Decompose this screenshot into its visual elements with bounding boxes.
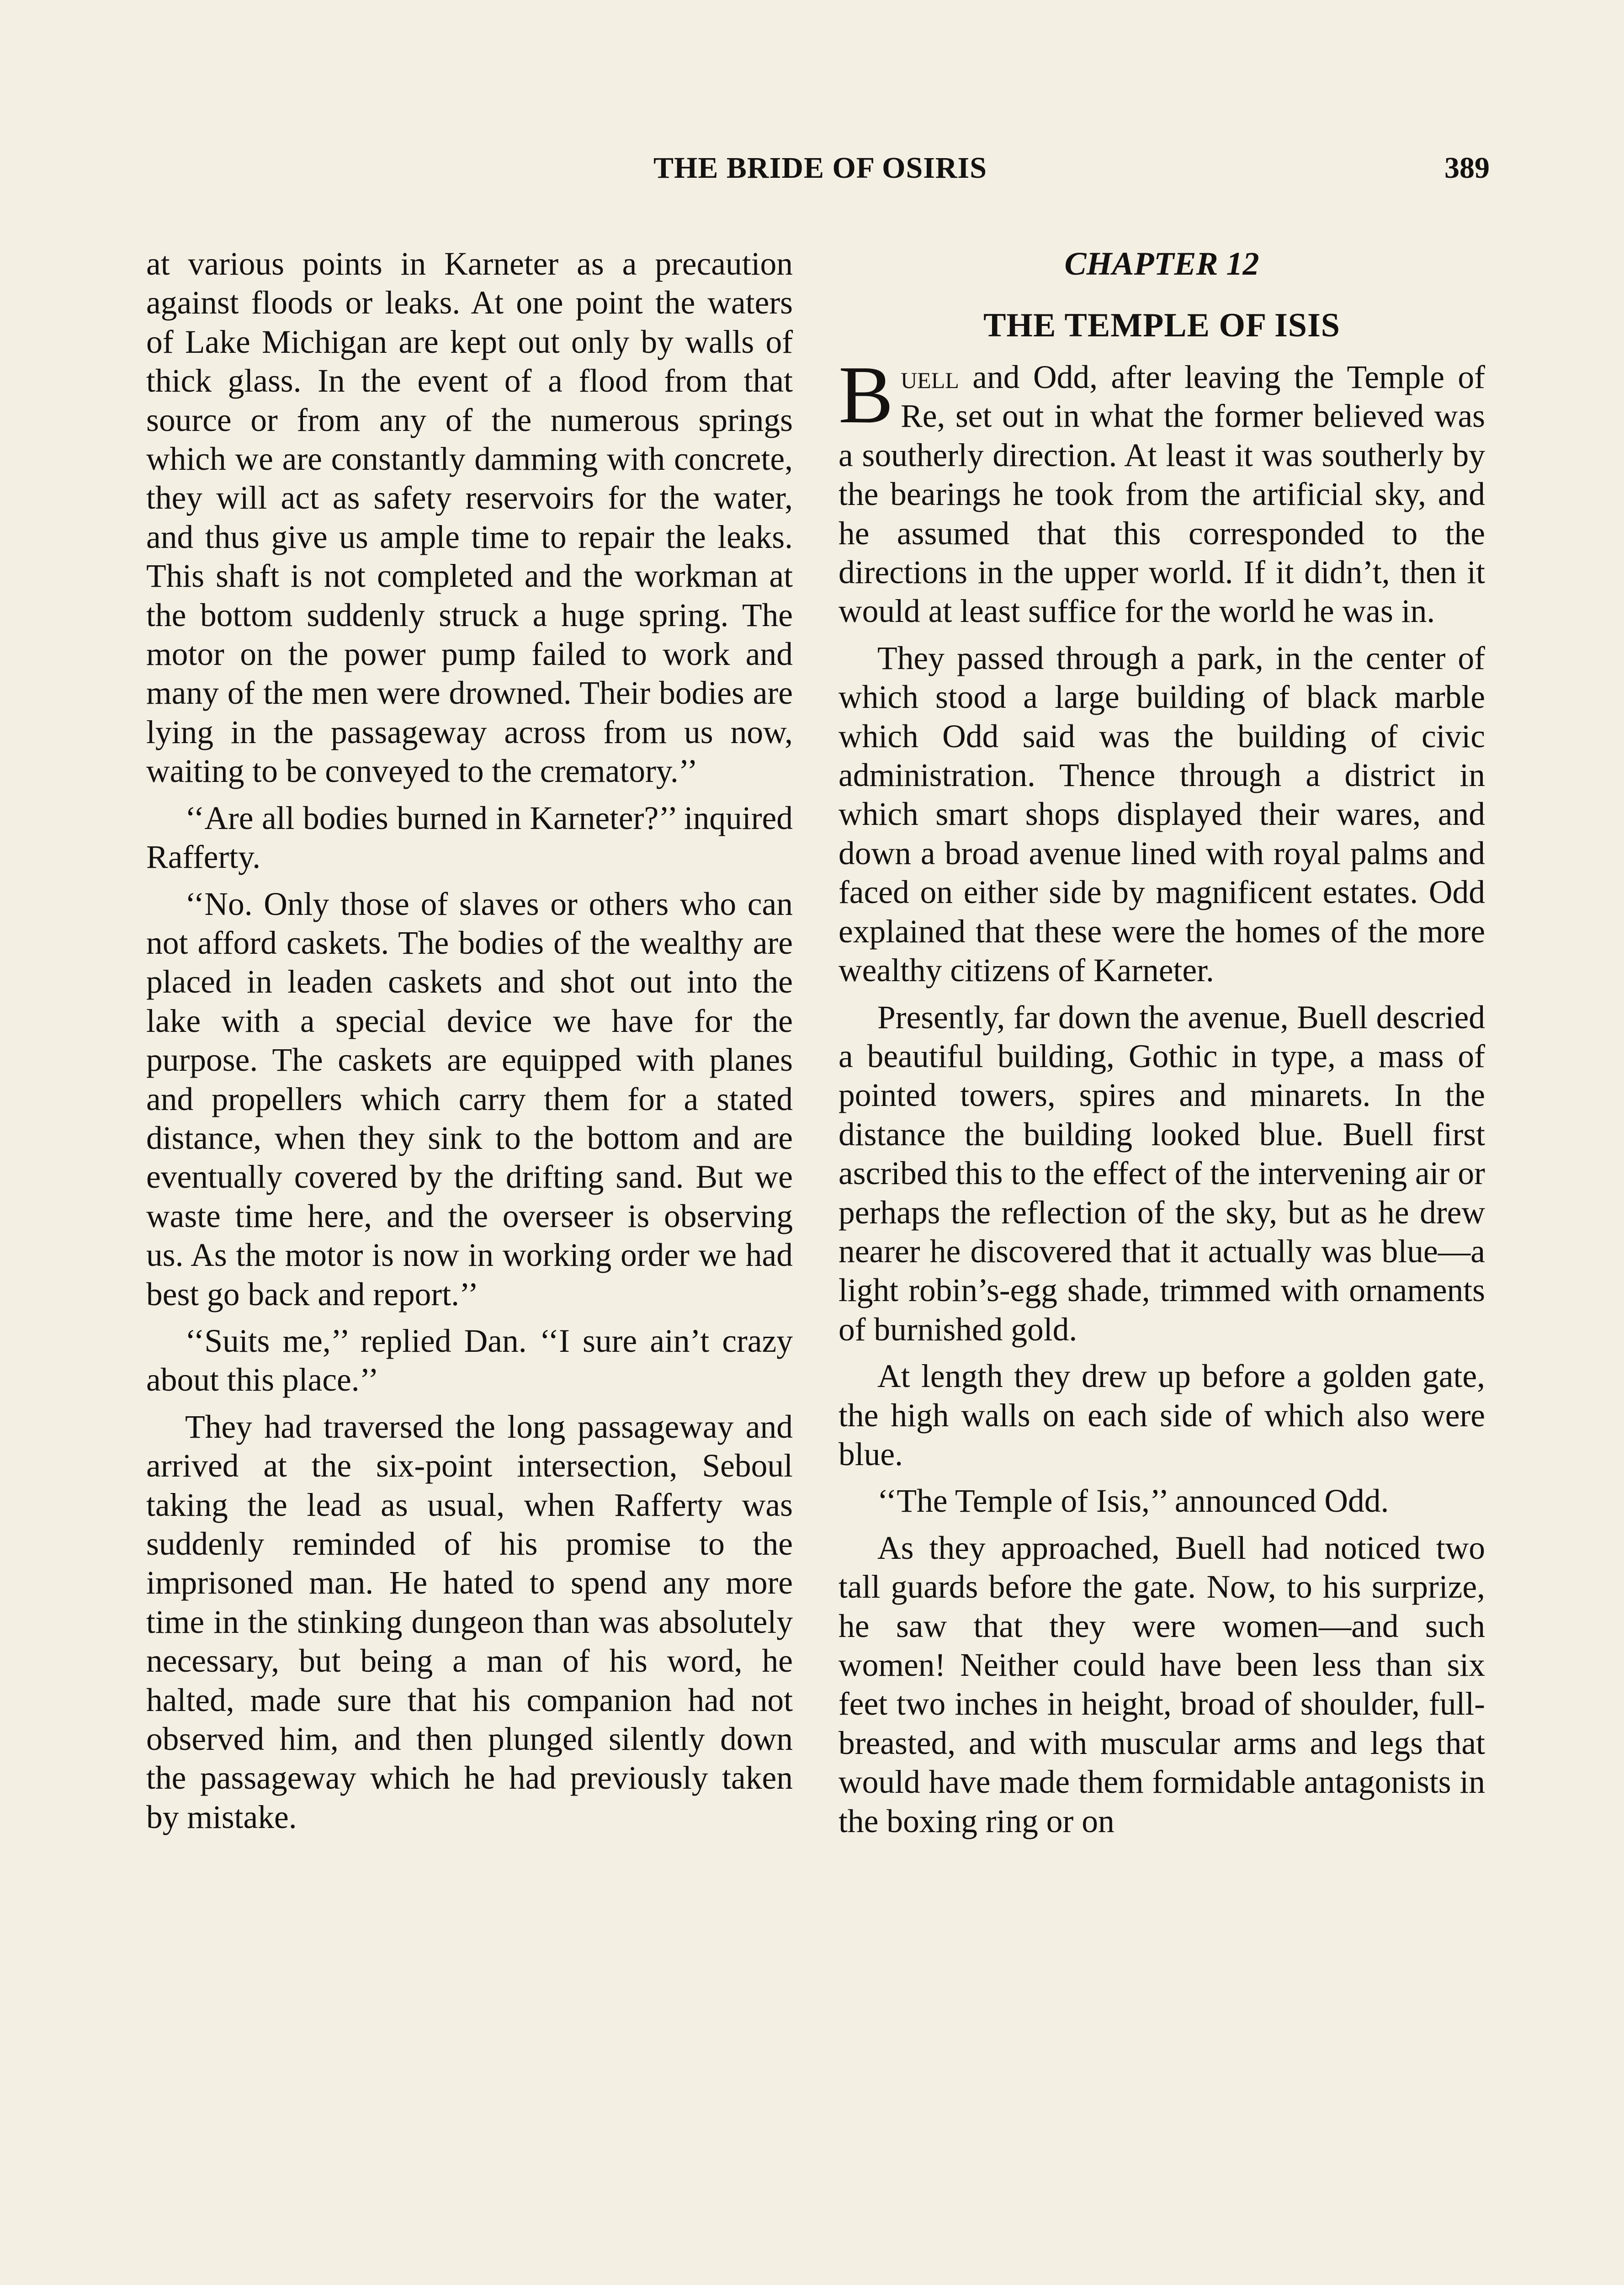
paragraph: ‘‘Suits me,’’ replied Dan. ‘‘I sure ain’t crazy about this place.’’	[146, 1323, 793, 1398]
paragraph: ‘‘Are all bodies burned in Karneter?’’ inquired Rafferty.	[146, 800, 793, 876]
opening-smallcaps: uell	[901, 359, 959, 395]
chapter-title: THE TEMPLE OF ISIS	[983, 307, 1340, 344]
opening-text: and Odd, after leaving the Temple of Re, set out in what the former believed was a southerly direction. At least it was southerly by the bearings he took from the artificial sky, and he assumed that this corresponded to the directions in the upper world. If it didn’t, then it would at least suffice for the world he was in.	[839, 359, 1485, 630]
paragraph: ‘‘No. Only those of slaves or others who can not afford caskets. The bodies of the wealthy are placed in leaden caskets and shot out into the lake with a special device we have for the purpose. The caskets are equipped with planes and propellers which carry them for a stated distance, when they sink to the bottom and are eventually covered by the drifting sand. But we waste time here, and the overseer is observing us. As the motor is now in working order we had best go back and report.’’	[146, 886, 793, 1313]
chapter-number: CHAPTER 12	[1064, 245, 1259, 282]
paragraph: As they approached, Buell had noticed two tall guards before the gate. Now, to his surprize, he saw that they were women—and such women! Neither could have been less than six feet two inches in height, broad of shoulder, full-breasted, and with muscular arms and legs that would have made them formidable antagonists in the boxing ring or on	[839, 1530, 1485, 1839]
left-column	[146, 244, 793, 1844]
page-number: 389	[1444, 151, 1490, 185]
paragraph: ‘‘The Temple of Isis,’’ announced Odd.	[877, 1483, 1389, 1520]
paragraph: At length they drew up before a golden gate, the high walls on each side of which also were blue.	[839, 1358, 1485, 1472]
paragraph: at various points in Karneter as a precaution against floods or leaks. At one point the waters of Lake Michigan are kept out only by walls of thick glass. In the event of a flood from that source or from any of the numerous springs which we are constantly damming with concrete, they will act as safety reservoirs for the water, and thus give us ample time to repair the leaks. This shaft is not completed and the workman at the bottom suddenly struck a huge spring. The motor on the power pump failed to work and many of the men were drowned. Their bodies are lying in the passageway across from us now, waiting to be conveyed to the crematory.’’	[146, 246, 793, 790]
paragraph: They passed through a park, in the center of which stood a large building of black marble which Odd said was the building of civic administration. Thence through a district in which smart shops displayed their wares, and down a broad avenue lined with royal palms and faced on either side by magnificent estates. Odd explained that these were the homes of the more wealthy citizens of Karneter.	[839, 640, 1485, 989]
running-head-title: THE BRIDE OF OSIRIS	[653, 151, 987, 185]
paragraph: Presently, far down the avenue, Buell descried a beautiful building, Gothic in type, a mass of pointed towers, spires and minarets. In the distance the building looked blue. Buell first ascribed this to the effect of the intervening air or perhaps the reflection of the sky, but as he drew nearer he discovered that it actually was blue—a light robin’s-egg shade, trimmed with ornaments of burnished gold.	[839, 999, 1485, 1348]
right-column	[839, 244, 1485, 1849]
paragraph: They had traversed the long passageway and arrived at the six-point intersection, Seboul taking the lead as usual, when Rafferty was suddenly reminded of his promise to the imprisoned man. He hated to spend any more time in the stinking dungeon than was absolutely necessary, but being a man of his word, he halted, made sure that his companion had not observed him, and then plunged silently down the passageway which he had previously taken by mistake.	[146, 1408, 793, 1835]
drop-cap: B	[839, 349, 894, 440]
opening-paragraph	[839, 349, 1485, 631]
